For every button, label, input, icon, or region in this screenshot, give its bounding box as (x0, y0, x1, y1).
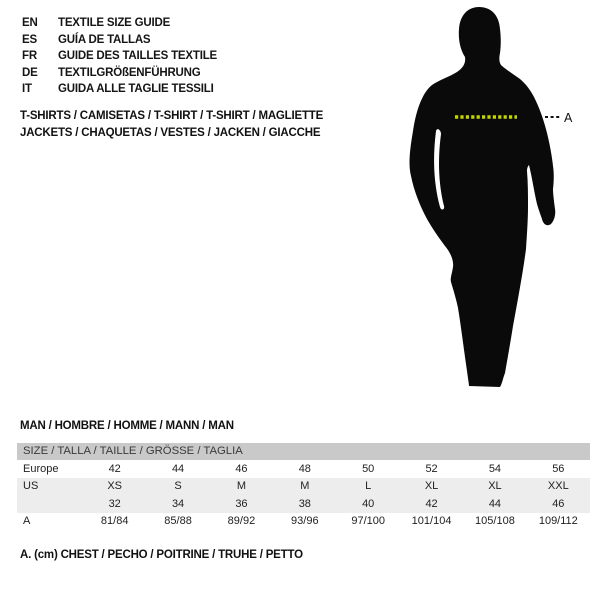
table-row-europe (17, 460, 590, 478)
size-cell: XXL (547, 480, 569, 493)
language-code: IT (22, 83, 32, 96)
size-cell: 38 (298, 497, 311, 510)
size-cell: XL (424, 480, 439, 493)
size-cell: 101/104 (411, 515, 452, 528)
size-cell: 46 (235, 462, 248, 475)
size-cell: 42 (108, 462, 121, 475)
size-cell: 54 (488, 462, 502, 475)
language-row (22, 32, 217, 49)
section-title-man: MAN / HOMBRE / HOMME / MANN / MAN (20, 420, 234, 432)
language-row (22, 81, 217, 98)
language-label: TEXTILGRÖßENFÜHRUNG (58, 66, 201, 79)
language-row (22, 15, 217, 32)
man-silhouette-diagram (406, 5, 578, 390)
size-cell: 48 (298, 462, 311, 475)
size-cell: 44 (171, 462, 185, 475)
language-code: FR (22, 50, 37, 63)
size-cell: 44 (488, 497, 502, 510)
size-cell: 89/92 (227, 515, 256, 528)
table-row-chest-a (17, 513, 590, 531)
language-code: DE (22, 66, 38, 79)
size-cell: 52 (425, 462, 438, 475)
garment-line-jackets: JACKETS / CHAQUETAS / VESTES / JACKEN / GIACCHE (20, 127, 321, 139)
table-row-us (17, 478, 590, 496)
size-cell: 36 (235, 497, 248, 510)
size-table-header: SIZE / TALLA / TAILLE / GRÖSSE / TAGLIA (17, 443, 590, 460)
size-cell: S (174, 480, 182, 493)
language-list (22, 15, 217, 98)
size-cell: M (236, 480, 247, 493)
row-label: US (23, 480, 39, 493)
size-cell: 46 (552, 497, 565, 510)
language-label: GUIDE DES TAILLES TEXTILE (58, 50, 217, 63)
size-cell: 97/100 (351, 515, 386, 528)
language-label: TEXTILE SIZE GUIDE (58, 17, 171, 29)
language-label: GUÍA DE TALLAS (58, 33, 151, 46)
garment-line-tshirts: T-SHIRTS / CAMISETAS / T-SHIRT / T-SHIRT / MAGLIETTE (20, 110, 324, 122)
size-cell: L (365, 480, 372, 493)
measure-label-a: A (564, 111, 573, 125)
language-row (22, 65, 217, 82)
table-row-numeric (17, 495, 590, 513)
size-cell: 93/96 (291, 515, 319, 528)
size-cell: 109/112 (538, 515, 578, 528)
language-label: GUIDA ALLE TAGLIE TESSILI (58, 83, 214, 96)
size-cell: 42 (425, 497, 438, 510)
garment-types (20, 108, 323, 142)
size-cell: 40 (362, 497, 375, 510)
row-label: A (23, 515, 31, 528)
size-cell: 50 (362, 462, 375, 475)
size-cell: XS (107, 480, 123, 493)
size-cell: 34 (171, 497, 185, 510)
size-cell: 85/88 (164, 515, 192, 528)
language-row (22, 48, 217, 65)
size-cell: 56 (552, 462, 565, 475)
size-cell: 32 (108, 497, 121, 510)
size-table (17, 443, 590, 530)
size-cell: 105/108 (475, 515, 515, 528)
size-cell: M (300, 480, 310, 493)
language-code: EN (22, 17, 38, 29)
language-code: ES (22, 33, 37, 46)
measurement-footnote: A. (cm) CHEST / PECHO / POITRINE / TRUHE / PETTO (20, 549, 303, 561)
row-label: Europe (23, 462, 59, 475)
size-cell: 81/84 (100, 515, 129, 528)
size-cell: XL (488, 480, 502, 493)
man-silhouette (410, 7, 556, 387)
